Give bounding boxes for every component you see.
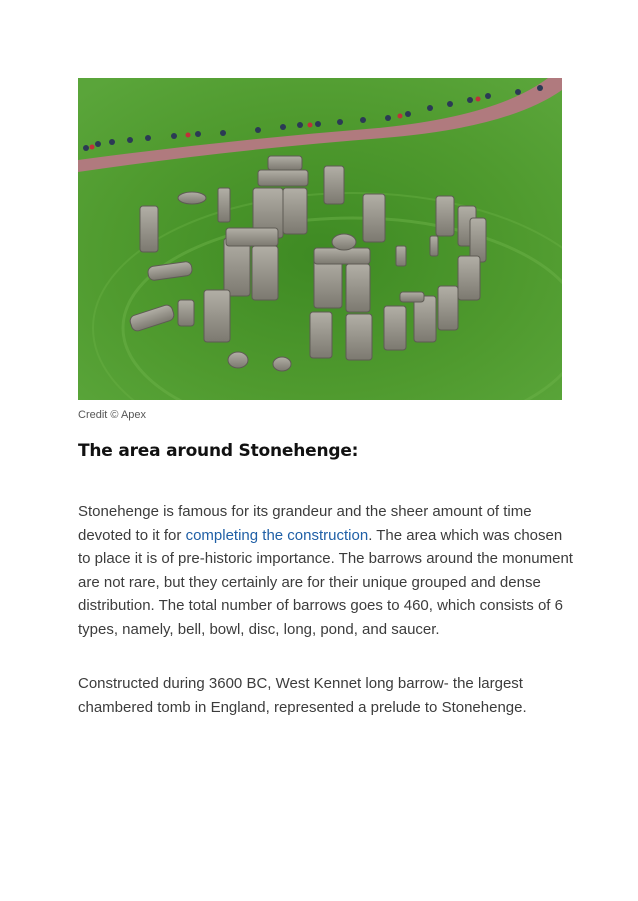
completing-construction-link[interactable]: completing the construction bbox=[185, 526, 369, 544]
paragraph-intro-text-2: . The area which was chosen to place it is of pre-historic importance. The barrows around the monument are not rare, but they certainly are for their unique grouped and dense distribution. The total number of barrows goes to 460, which consists of 6 types, namely, bell, bowl, disc, long, pond, and saucer. bbox=[78, 526, 573, 638]
section-heading: The area around Stonehenge: bbox=[78, 441, 359, 461]
photo-credit: Credit © Apex bbox=[78, 409, 147, 421]
paragraph-intro bbox=[78, 500, 578, 641]
stonehenge-photo bbox=[78, 78, 562, 400]
paragraph-intro-text-1: Stonehenge is famous for its grandeur and the sheer amount of time devoted to it for bbox=[78, 503, 532, 544]
paragraph-west-kennet: Constructed during 3600 BC, West Kennet long barrow- the largest chambered tomb in England, represented a prelude to Stonehenge. bbox=[78, 675, 527, 716]
